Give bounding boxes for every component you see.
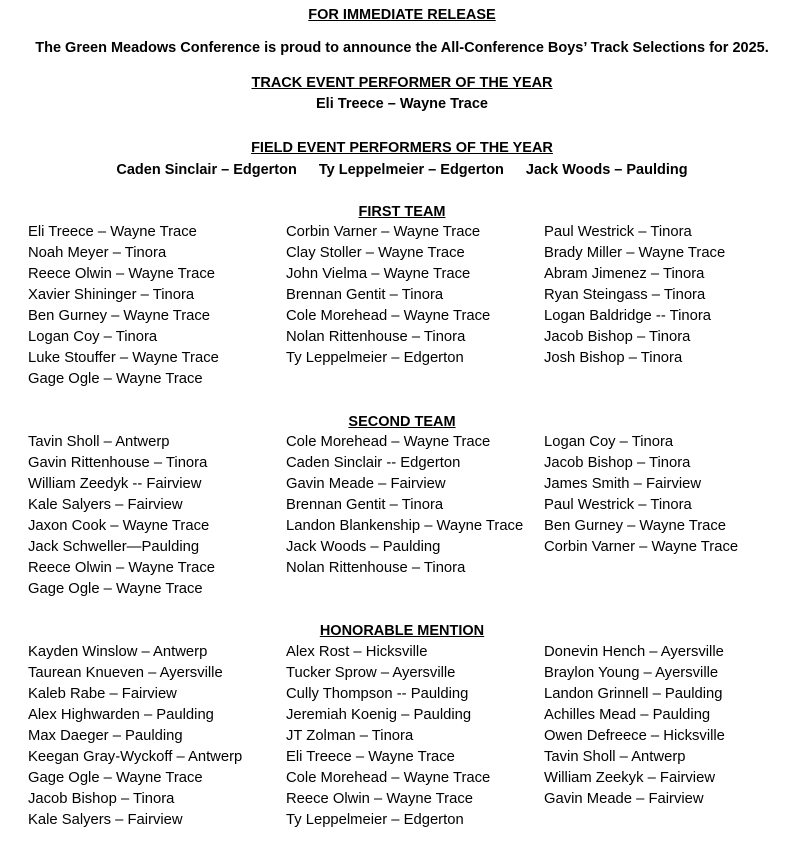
athlete-entry: Logan Coy – Tinora [544, 434, 674, 450]
athlete-entry: Jacob Bishop – Tinora [544, 329, 691, 345]
athlete-entry: Paul Westrick – Tinora [544, 224, 692, 240]
second-team-heading: SECOND TEAM [348, 414, 456, 430]
athlete-entry: Caden Sinclair -- Edgerton [286, 455, 461, 471]
athlete-entry: Brennan Gentit – Tinora [286, 497, 444, 513]
first-team-heading: FIRST TEAM [358, 204, 446, 220]
athlete-entry: Reece Olwin – Wayne Trace [28, 266, 215, 282]
athlete-entry: Eli Treece – Wayne Trace [28, 224, 197, 240]
athlete-entry: Jack Woods – Paulding [286, 539, 441, 555]
athlete-entry: Cole Morehead – Wayne Trace [286, 770, 491, 786]
athlete-entry: Nolan Rittenhouse – Tinora [286, 329, 466, 345]
athlete-entry: Cully Thompson -- Paulding [286, 686, 469, 702]
athlete-entry: Logan Baldridge -- Tinora [544, 308, 711, 324]
athlete-entry: Nolan Rittenhouse – Tinora [286, 560, 466, 576]
athlete-entry: Jacob Bishop – Tinora [28, 791, 175, 807]
athlete-entry: Reece Olwin – Wayne Trace [286, 791, 473, 807]
athlete-entry: Kale Salyers – Fairview [28, 497, 183, 513]
athlete-entry: Gage Ogle – Wayne Trace [28, 770, 203, 786]
athlete-entry: Gage Ogle – Wayne Trace [28, 581, 203, 597]
athlete-entry: Ben Gurney – Wayne Trace [28, 308, 211, 324]
field-poy-winner: Jack Woods – Paulding [525, 162, 688, 178]
athlete-entry: Cole Morehead – Wayne Trace [286, 308, 491, 324]
athlete-entry: Ryan Steingass – Tinora [544, 287, 706, 303]
athlete-entry: Jeremiah Koenig – Paulding [286, 707, 472, 723]
athlete-entry: Eli Treece – Wayne Trace [286, 749, 455, 765]
athlete-entry: Josh Bishop – Tinora [544, 350, 683, 366]
second-team-column-3 [544, 432, 738, 558]
athlete-entry: Tavin Sholl – Antwerp [544, 749, 686, 765]
athlete-entry: Kaleb Rabe – Fairview [28, 686, 177, 702]
athlete-entry: Kale Salyers – Fairview [28, 812, 183, 828]
athlete-entry: JT Zolman – Tinora [286, 728, 414, 744]
release-label: FOR IMMEDIATE RELEASE [308, 7, 496, 23]
athlete-entry: Clay Stoller – Wayne Trace [286, 245, 465, 261]
track-poy-winner: Eli Treece – Wayne Trace [316, 96, 488, 112]
second-team-column-1 [28, 432, 215, 600]
athlete-entry: Corbin Varner – Wayne Trace [544, 539, 739, 555]
honorable-mention-column-2 [286, 642, 490, 831]
athlete-entry: Alex Highwarden – Paulding [28, 707, 214, 723]
athlete-entry: Kayden Winslow – Antwerp [28, 644, 208, 660]
athlete-entry: Cole Morehead – Wayne Trace [286, 434, 491, 450]
athlete-entry: Ben Gurney – Wayne Trace [544, 518, 727, 534]
athlete-entry: Gavin Rittenhouse – Tinora [28, 455, 208, 471]
athlete-entry: Owen Defreece – Hicksville [544, 728, 725, 744]
athlete-entry: Brady Miller – Wayne Trace [544, 245, 726, 261]
athlete-entry: Logan Coy – Tinora [28, 329, 158, 345]
athlete-entry: Corbin Varner – Wayne Trace [286, 224, 481, 240]
athlete-entry: Jacob Bishop – Tinora [544, 455, 691, 471]
athlete-entry: Alex Rost – Hicksville [286, 644, 428, 660]
athlete-entry: Braylon Young – Ayersville [544, 665, 719, 681]
athlete-entry: Brennan Gentit – Tinora [286, 287, 444, 303]
athlete-entry: Landon Blankenship – Wayne Trace [286, 518, 524, 534]
athlete-entry: William Zeedyk -- Fairview [28, 476, 202, 492]
first-team-column-3 [544, 222, 725, 369]
field-poy-winner: Caden Sinclair – Edgerton [116, 162, 297, 178]
first-team-column-2 [286, 222, 490, 369]
athlete-entry: Gage Ogle – Wayne Trace [28, 371, 203, 387]
athlete-entry: Abram Jimenez – Tinora [544, 266, 705, 282]
athlete-entry: Jaxon Cook – Wayne Trace [28, 518, 210, 534]
athlete-entry: William Zeekyk – Fairview [544, 770, 716, 786]
athlete-entry: Luke Stouffer – Wayne Trace [28, 350, 219, 366]
honorable-mention-column-1 [28, 642, 242, 831]
athlete-entry: Taurean Knueven – Ayersville [28, 665, 223, 681]
field-poy-winners [0, 160, 804, 180]
athlete-entry: Max Daeger – Paulding [28, 728, 183, 744]
field-poy-winner: Ty Leppelmeier – Edgerton [318, 162, 504, 178]
athlete-entry: Keegan Gray-Wyckoff – Antwerp [28, 749, 243, 765]
honorable-mention-heading: HONORABLE MENTION [319, 623, 485, 639]
athlete-entry: Reece Olwin – Wayne Trace [28, 560, 215, 576]
second-team-column-2 [286, 432, 523, 579]
athlete-entry: Gavin Meade – Fairview [286, 476, 446, 492]
athlete-entry: Gavin Meade – Fairview [544, 791, 704, 807]
athlete-entry: Ty Leppelmeier – Edgerton [286, 350, 464, 366]
athlete-entry: Xavier Shininger – Tinora [28, 287, 195, 303]
first-team-column-1 [28, 222, 219, 390]
athlete-entry: Landon Grinnell – Paulding [544, 686, 723, 702]
athlete-entry: Achilles Mead – Paulding [544, 707, 711, 723]
athlete-entry: Ty Leppelmeier – Edgerton [286, 812, 464, 828]
athlete-entry: Donevin Hench – Ayersville [544, 644, 724, 660]
athlete-entry: Tucker Sprow – Ayersville [286, 665, 456, 681]
announcement: The Green Meadows Conference is proud to announce the All-Conference Boys’ Track Selections for 2025. [35, 40, 769, 56]
athlete-entry: Jack Schweller—Paulding [28, 539, 200, 555]
athlete-entry: John Vielma – Wayne Trace [286, 266, 471, 282]
athlete-entry: James Smith – Fairview [544, 476, 702, 492]
field-poy-heading: FIELD EVENT PERFORMERS OF THE YEAR [251, 140, 553, 156]
athlete-entry: Paul Westrick – Tinora [544, 497, 692, 513]
athlete-entry: Tavin Sholl – Antwerp [28, 434, 170, 450]
athlete-entry: Noah Meyer – Tinora [28, 245, 167, 261]
track-poy-heading: TRACK EVENT PERFORMER OF THE YEAR [251, 75, 553, 91]
honorable-mention-column-3 [544, 642, 725, 810]
